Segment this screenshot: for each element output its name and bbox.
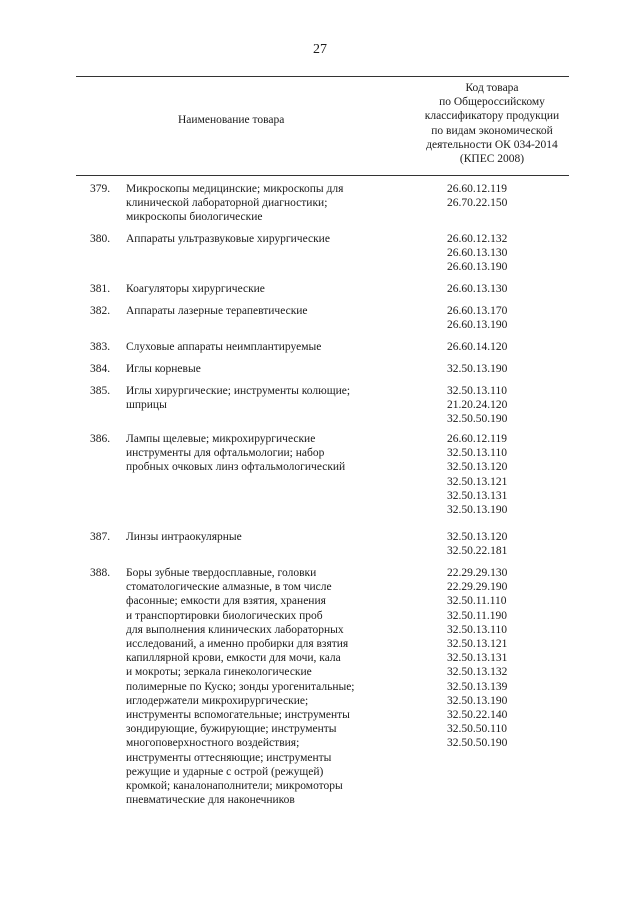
product-code: 32.50.22.140 — [447, 709, 508, 722]
product-codes — [447, 282, 507, 296]
product-name-line: Иглы корневые — [126, 363, 201, 375]
product-name — [126, 282, 396, 296]
product-name-line: для выполнения клинических лабораторных — [126, 623, 344, 636]
product-name-line: фасонные; емкости для взятия, хранения — [126, 595, 326, 608]
header-code-column — [412, 81, 572, 166]
product-name-line: Микроскопы медицинские; микроскопы для — [126, 183, 344, 195]
product-code: 32.50.13.132 — [447, 666, 508, 679]
product-name-line: зондирующие, бужирующие; инструменты — [126, 723, 337, 736]
header-code-line: Код товара — [465, 82, 519, 94]
product-name-line: многоповерхностного воздействия; — [126, 737, 300, 750]
product-code: 26.60.13.130 — [447, 247, 508, 260]
product-name — [126, 384, 396, 412]
header-code-line: по Общероссийскому — [439, 96, 545, 109]
product-code: 32.50.50.110 — [447, 723, 507, 736]
product-codes — [447, 384, 507, 427]
product-codes — [447, 304, 507, 332]
product-code: 21.20.24.120 — [447, 399, 508, 412]
product-code: 32.50.13.121 — [447, 638, 508, 651]
product-code: 32.50.50.190 — [447, 737, 508, 750]
product-codes — [447, 232, 507, 275]
row-number: 388. — [90, 567, 111, 579]
product-codes — [447, 362, 507, 376]
product-name — [126, 182, 396, 225]
product-name — [126, 340, 396, 354]
product-name — [126, 530, 396, 544]
product-code: 22.29.29.190 — [447, 581, 508, 594]
product-code: 26.60.14.120 — [447, 341, 508, 353]
product-code: 32.50.50.190 — [447, 413, 508, 426]
product-name-line: клинической лабораторной диагностики; — [126, 197, 328, 210]
product-name — [126, 362, 396, 376]
table-header — [76, 76, 569, 176]
product-code: 32.50.13.139 — [447, 680, 508, 693]
header-code-line: по видам экономической — [431, 124, 553, 137]
row-number: 387. — [90, 531, 111, 543]
product-code: 26.60.13.130 — [447, 283, 508, 295]
product-name-line: исследований, а именно пробирки для взятия — [126, 638, 349, 651]
header-code-line: деятельности ОК 034-2014 — [426, 138, 558, 151]
product-name-line: кромкой; каналонаполнители; микромоторы — [126, 780, 343, 793]
row-number: 380. — [90, 233, 111, 245]
product-name-line: Иглы хирургические; инструменты колющие; — [126, 385, 351, 397]
product-name-line: шприцы — [126, 399, 167, 412]
product-name-line: пробных очковых линз офтальмологический — [126, 461, 346, 474]
product-name-line: Аппараты ультразвуковые хирургические — [126, 233, 330, 245]
product-code: 26.60.12.119 — [447, 433, 507, 445]
product-code: 26.60.13.190 — [447, 319, 508, 332]
product-code: 26.60.13.190 — [447, 261, 508, 274]
product-code: 32.50.13.110 — [447, 385, 507, 397]
row-number: 385. — [90, 385, 111, 397]
product-name-line: и транспортировки биологических проб — [126, 609, 323, 622]
product-codes — [447, 530, 507, 558]
product-code: 32.50.13.190 — [447, 694, 508, 707]
product-code: 26.60.13.170 — [447, 305, 508, 317]
page-number: 27 — [313, 42, 327, 57]
product-codes — [447, 566, 507, 751]
product-code: 32.50.13.190 — [447, 504, 508, 517]
row-number: 384. — [90, 363, 111, 375]
product-code: 32.50.13.110 — [447, 623, 507, 636]
product-code: 32.50.11.110 — [447, 595, 507, 608]
row-number: 383. — [90, 341, 111, 353]
row-number: 382. — [90, 305, 111, 317]
product-name-line: Боры зубные твердосплавные, головки — [126, 567, 317, 579]
product-name-line: иглодержатели микрохирургические; — [126, 694, 309, 707]
row-number: 379. — [90, 183, 111, 195]
product-code: 26.60.12.132 — [447, 233, 508, 245]
product-name-line: Слуховые аппараты неимплантируемые — [126, 341, 322, 353]
product-code: 26.60.12.119 — [447, 183, 507, 195]
product-name-line: стоматологические алмазные, в том числе — [126, 581, 332, 594]
product-code: 32.50.13.131 — [447, 489, 508, 502]
product-name-line: микроскопы биологические — [126, 211, 263, 224]
product-codes — [447, 182, 507, 210]
product-code: 32.50.22.181 — [447, 545, 508, 558]
product-name-line: режущие и ударные с острой (режущей) — [126, 765, 324, 778]
product-name-line: капиллярной крови, емкости для мочи, кала — [126, 652, 341, 665]
product-name-line: инструменты для офтальмологии; набор — [126, 447, 325, 460]
product-name-line: Лампы щелевые; микрохирургические — [126, 433, 316, 445]
product-name-line: и мокроты; зеркала гинекологические — [126, 666, 312, 679]
product-name-line: инструменты вспомогательные; инструменты — [126, 709, 350, 722]
product-name-line: пневматические для наконечников — [126, 794, 295, 807]
product-codes — [447, 340, 507, 354]
header-code-line: (КПЕС 2008) — [459, 153, 525, 166]
product-name-line: Линзы интраокулярные — [126, 531, 242, 543]
product-code: 32.50.13.131 — [447, 652, 508, 665]
product-name — [126, 304, 396, 318]
product-name-line: Коагуляторы хирургические — [126, 283, 265, 295]
product-name — [126, 232, 396, 246]
product-code: 26.70.22.150 — [447, 197, 508, 210]
product-code: 32.50.13.121 — [447, 475, 508, 488]
header-code-line: классификатору продукции — [424, 110, 560, 123]
row-number: 386. — [90, 433, 111, 445]
product-code: 32.50.13.110 — [447, 447, 507, 460]
product-name-line: полимерные по Куско; зонды урогенитальные; — [126, 680, 355, 693]
product-code: 32.50.13.190 — [447, 363, 508, 375]
product-name — [126, 432, 396, 475]
product-codes — [447, 432, 507, 517]
row-number: 381. — [90, 283, 111, 295]
product-code: 32.50.13.120 — [447, 461, 508, 474]
header-name-column: Наименование товара — [178, 114, 285, 126]
product-name-line: Аппараты лазерные терапевтические — [126, 305, 308, 317]
product-name-line: инструменты оттесняющие; инструменты — [126, 751, 332, 764]
product-code: 32.50.13.120 — [447, 531, 508, 543]
product-code: 32.50.11.190 — [447, 609, 507, 622]
product-name — [126, 566, 396, 807]
product-code: 22.29.29.130 — [447, 567, 508, 579]
